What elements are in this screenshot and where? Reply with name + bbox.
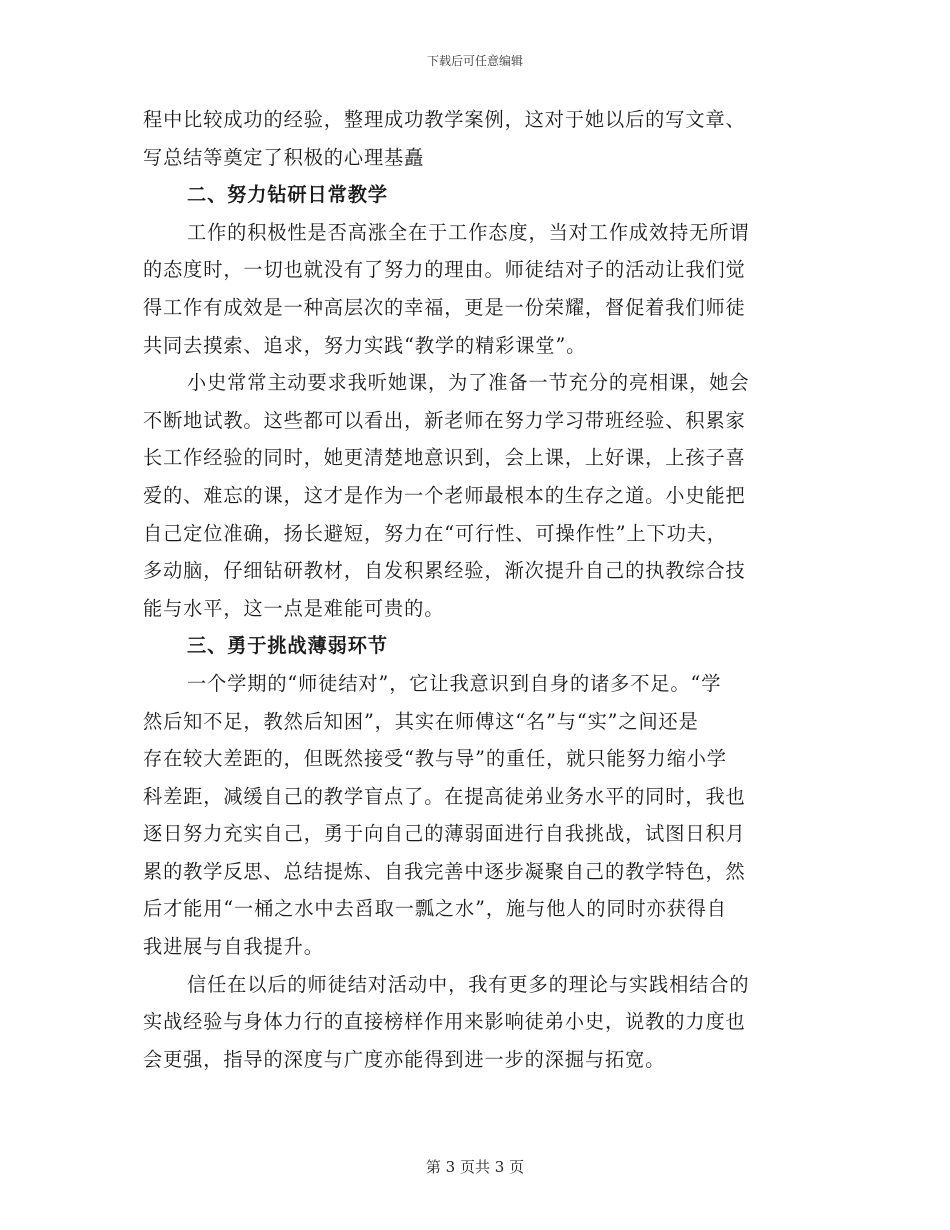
paragraph-line: 得工作有成效是一种高层次的幸福，更是一份荣耀，督促着我们师徒: [143, 295, 746, 319]
paragraph-line: 不断地试教。这些都可以看出，新老师在努力学习带班经验、积累家: [143, 408, 746, 432]
paragraph-line: 逐日努力充实自己，勇于向自己的薄弱面进行自我挑战，试图日积月: [143, 822, 746, 846]
section-heading: 二、努力钻研日常教学: [187, 183, 388, 207]
paragraph-line: 爱的、难忘的课，这才是作为一个老师最根本的生存之道。小史能把: [143, 483, 746, 507]
paragraph-line: 写总结等奠定了积极的心理基矗: [143, 145, 425, 169]
paragraph-line: 程中比较成功的经验，整理成功教学案例，这对于她以后的写文章、: [143, 108, 746, 131]
paragraph-line: 一个学期的“师徒结对”，它让我意识到自身的诸多不足。“学: [187, 671, 722, 695]
paragraph-line: 实战经验与身体力行的直接榜样作用来影响徒弟小史，说教的力度也: [143, 1010, 746, 1034]
paragraph-line: 我进展与自我提升。: [143, 935, 324, 959]
paragraph-line: 自己定位准确，扬长避短，努力在“可行性、可操作性”上下功夫，: [143, 521, 727, 545]
paragraph-line: 长工作经验的同时，她更清楚地意识到，会上课，上好课，上孩子喜: [143, 446, 746, 470]
paragraph-line: 共同去摸索、追求，努力实践“教学的精彩课堂”。: [143, 333, 587, 357]
paragraph-line: 小史常常主动要求我听她课，为了准备一节充分的亮相课，她会: [187, 371, 750, 395]
page-number: 第 3 页共 3 页: [425, 1158, 525, 1176]
paragraph-line: 多动脑，仔细钻研教材，自发积累经验，渐次提升自己的执教综合技: [143, 559, 746, 583]
paragraph-line: 存在较大差距的，但既然接受“教与导”的重任，就只能努力缩小学: [143, 747, 727, 771]
paragraph-line: 的态度时，一切也就没有了努力的理由。师徒结对子的活动让我们觉: [143, 258, 746, 282]
paragraph-line: 后才能用“一桶之水中去舀取一瓢之水”，施与他人的同时亦获得自: [143, 897, 727, 921]
paragraph-line: 能与水平，这一点是难能可贵的。: [143, 596, 445, 620]
paragraph-line: 工作的积极性是否高涨全在于工作态度，当对工作成效持无所谓: [187, 220, 750, 244]
paragraph-line: 然后知不足，教然后知困”，其实在师傅这“名”与“实”之间还是: [143, 709, 699, 733]
paragraph-line: 会更强，指导的深度与广度亦能得到进一步的深掘与拓宽。: [143, 1047, 666, 1071]
document-body: [143, 101, 813, 1078]
section-heading: 三、勇于挑战薄弱环节: [187, 634, 388, 658]
paragraph-line: 科差距，减缓自己的教学盲点了。在提高徒弟业务水平的同时，我也: [143, 784, 746, 808]
paragraph-line: 累的教学反思、总结提炼、自我完善中逐步凝聚自己的教学特色，然: [143, 859, 746, 883]
page-header: 下载后可任意编辑: [426, 54, 523, 68]
paragraph-line: 信任在以后的师徒结对活动中，我有更多的理论与实践相结合的: [187, 972, 750, 996]
